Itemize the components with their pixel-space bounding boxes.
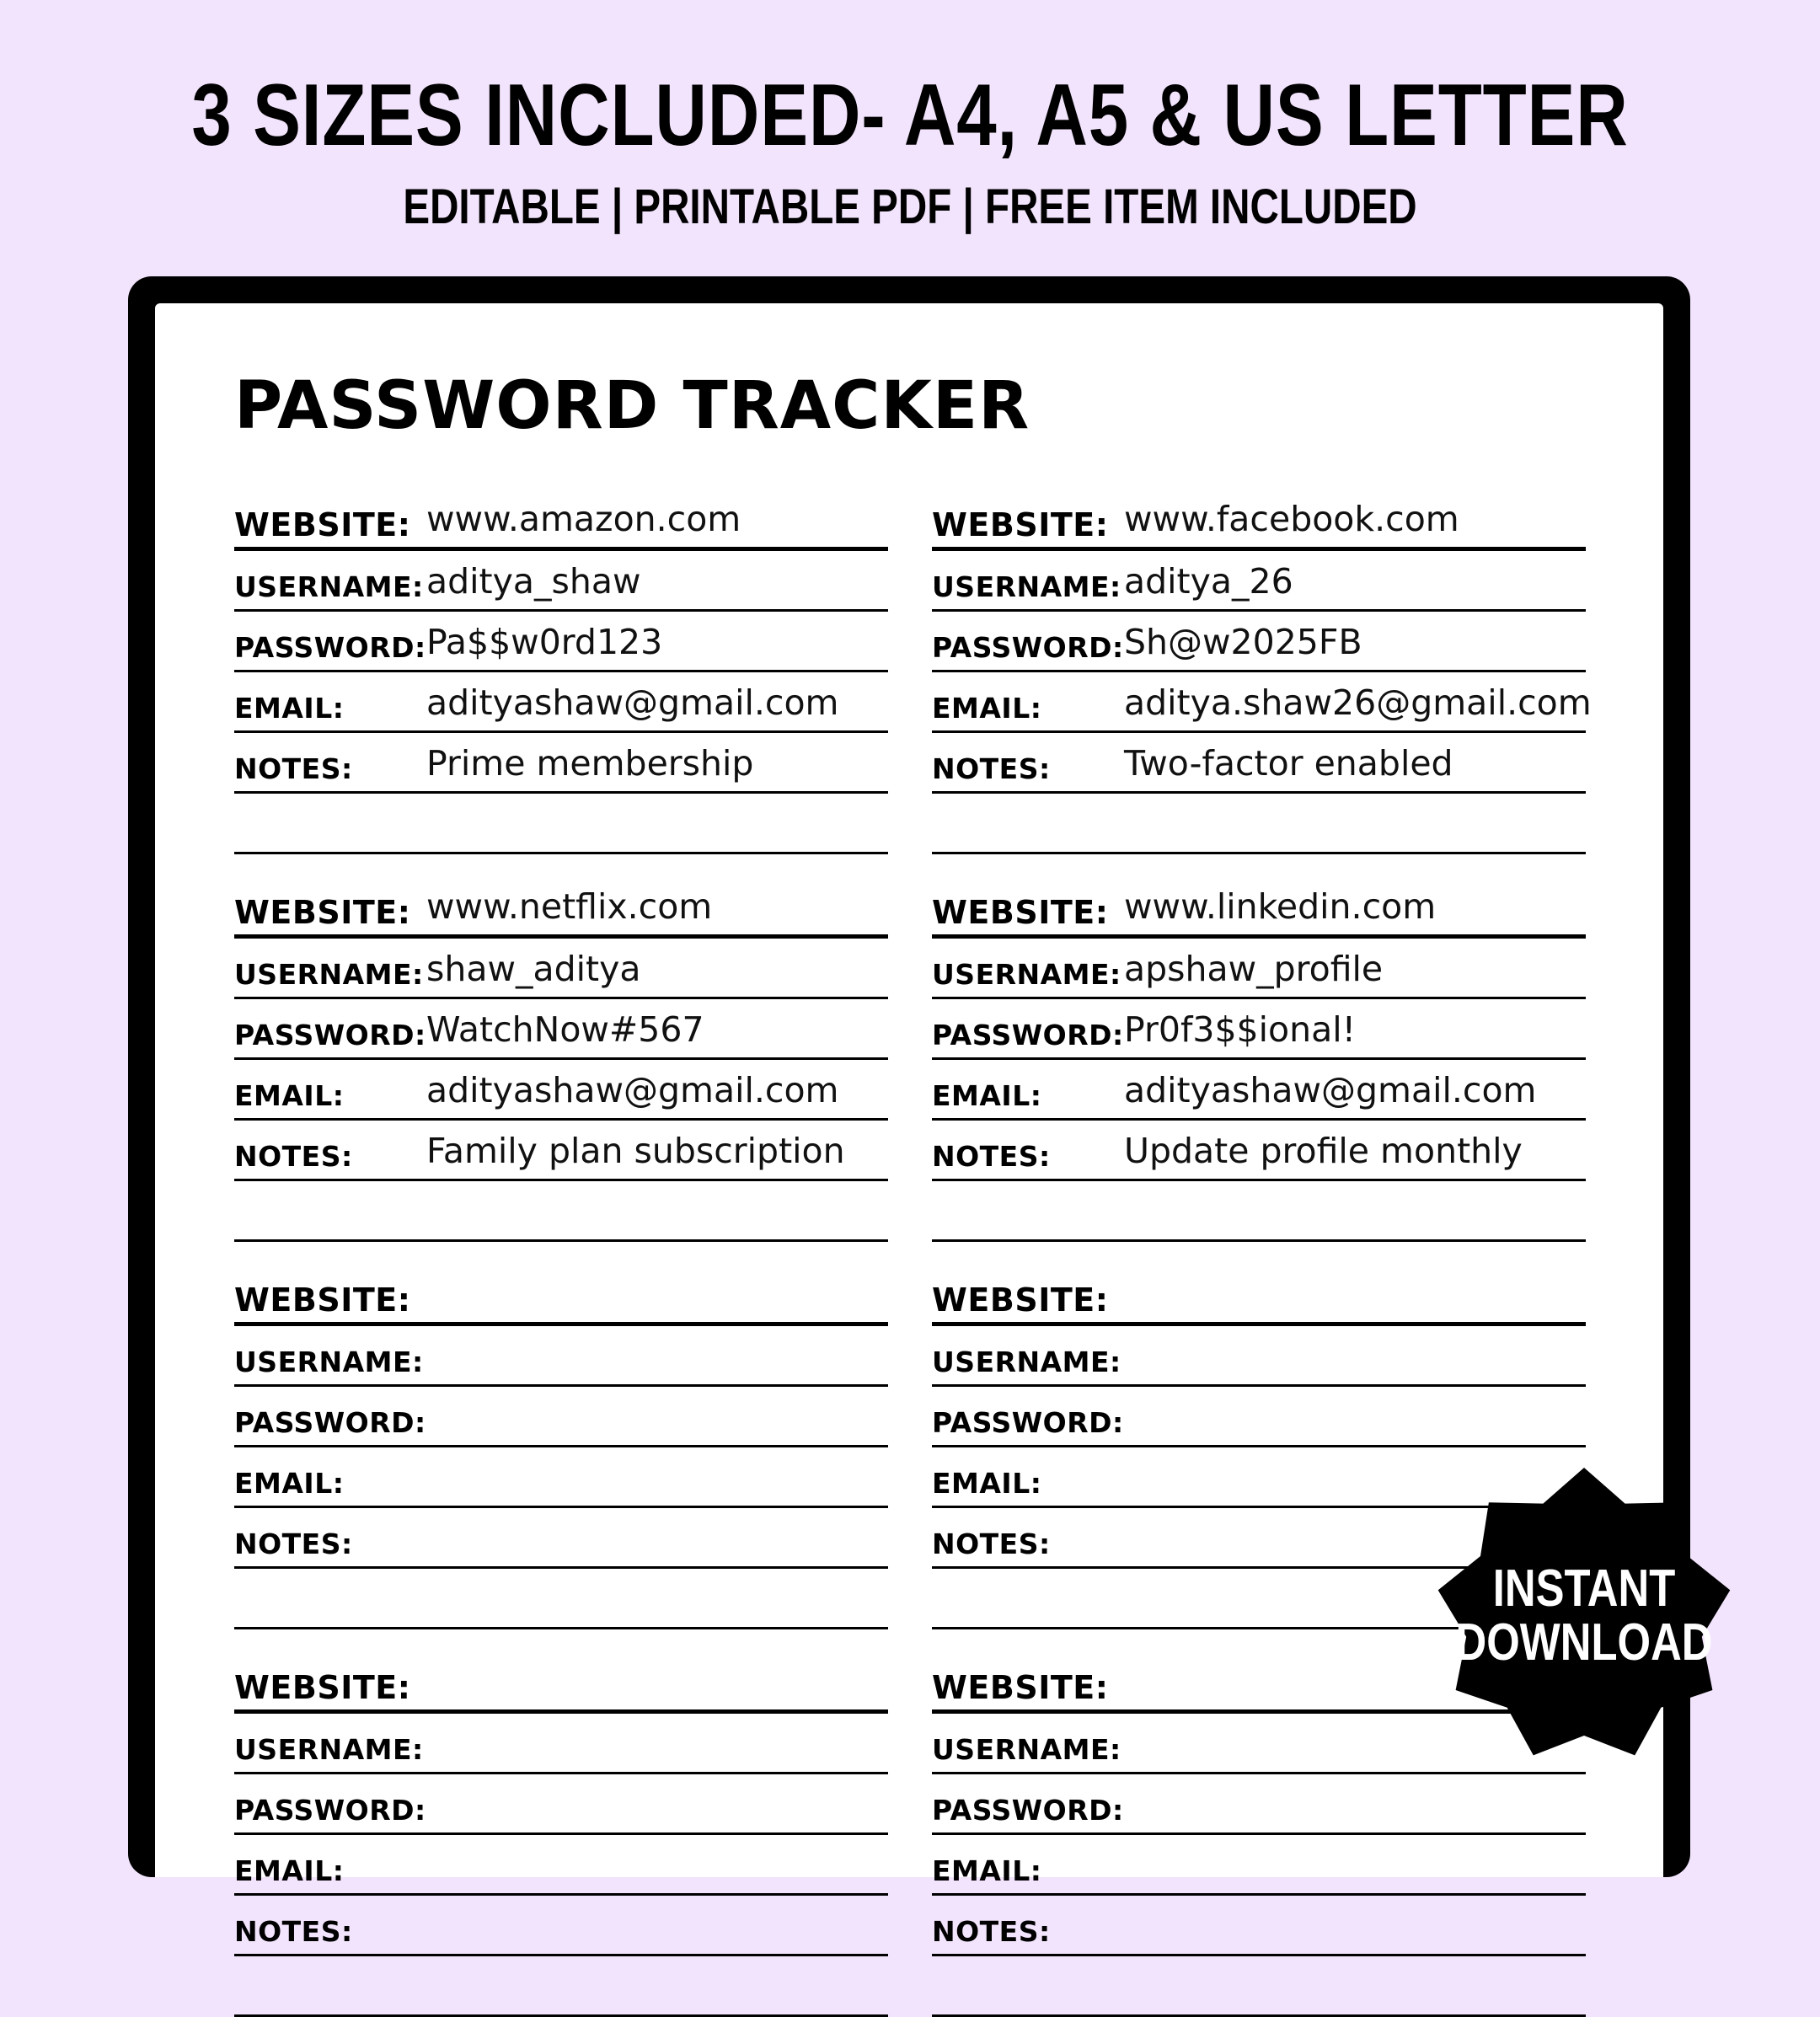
username-row[interactable]	[932, 551, 1586, 612]
subheadline: EDITABLE | PRINTABLE PDF | FREE ITEM INCLUDED	[403, 179, 1417, 234]
password-value[interactable]: Pr0f3$$ional!	[1124, 1009, 1357, 1050]
email-label: EMAIL:	[932, 1079, 1042, 1112]
notes-row[interactable]	[234, 733, 888, 794]
username-label: USERNAME:	[234, 570, 424, 603]
page-title: PASSWORD TRACKER	[234, 368, 1030, 444]
badge-line-1: INSTANT	[1492, 1560, 1676, 1618]
username-row[interactable]	[932, 939, 1586, 999]
password-label: PASSWORD:	[234, 1406, 426, 1439]
password-row[interactable]	[932, 1774, 1586, 1835]
password-row[interactable]	[932, 999, 1586, 1060]
email-label: EMAIL:	[234, 1854, 345, 1887]
password-entry	[932, 878, 1586, 1242]
notes-label: NOTES:	[932, 1915, 1051, 1948]
password-entry	[234, 1653, 888, 2017]
username-value[interactable]: aditya_26	[1124, 561, 1293, 602]
notes-value[interactable]: Update profile monthly	[1124, 1131, 1523, 1171]
username-value[interactable]: apshaw_profile	[1124, 949, 1384, 989]
notes-label: NOTES:	[932, 752, 1051, 785]
instant-download-badge	[1432, 1464, 1736, 1768]
password-entry	[234, 1265, 888, 1629]
notes-label: NOTES:	[932, 1527, 1051, 1560]
website-value[interactable]: www.linkedin.com	[1124, 886, 1437, 927]
notes-row[interactable]	[932, 1896, 1586, 1956]
notes-extra-line[interactable]	[234, 1956, 888, 2017]
username-row[interactable]	[234, 939, 888, 999]
website-value[interactable]: www.amazon.com	[426, 499, 741, 539]
password-label: PASSWORD:	[932, 1019, 1124, 1051]
password-label: PASSWORD:	[932, 1406, 1124, 1439]
password-entry	[234, 878, 888, 1242]
password-label: PASSWORD:	[932, 1794, 1124, 1827]
username-row[interactable]	[932, 1326, 1586, 1387]
password-row[interactable]	[932, 612, 1586, 672]
email-label: EMAIL:	[932, 1467, 1042, 1500]
password-row[interactable]	[234, 612, 888, 672]
notes-label: NOTES:	[234, 752, 353, 785]
password-row[interactable]	[234, 1387, 888, 1447]
website-row[interactable]	[932, 878, 1586, 939]
notes-extra-line[interactable]	[932, 1181, 1586, 1242]
username-row[interactable]	[234, 1714, 888, 1774]
username-label: USERNAME:	[932, 1346, 1121, 1378]
email-label: EMAIL:	[932, 1854, 1042, 1887]
website-label: WEBSITE:	[932, 1669, 1109, 1706]
password-entry	[932, 490, 1592, 854]
email-row[interactable]	[932, 672, 1592, 733]
notes-label: NOTES:	[234, 1527, 353, 1560]
username-row[interactable]	[234, 1326, 888, 1387]
website-label: WEBSITE:	[234, 506, 411, 543]
password-label: PASSWORD:	[932, 631, 1124, 664]
email-label: EMAIL:	[234, 1467, 345, 1500]
website-label: WEBSITE:	[234, 1281, 411, 1319]
password-value[interactable]: Pa$$w0rd123	[426, 622, 663, 662]
notes-extra-line[interactable]	[234, 794, 888, 854]
password-label: PASSWORD:	[234, 1019, 426, 1051]
email-label: EMAIL:	[932, 692, 1042, 725]
email-row[interactable]	[234, 1835, 888, 1896]
notes-value[interactable]: Prime membership	[426, 743, 754, 784]
password-value[interactable]: Sh@w2025FB	[1124, 622, 1362, 662]
email-row[interactable]	[234, 672, 888, 733]
notes-extra-line[interactable]	[932, 1956, 1586, 2017]
password-row[interactable]	[932, 1387, 1586, 1447]
password-value[interactable]: WatchNow#567	[426, 1009, 704, 1050]
notes-extra-line[interactable]	[932, 794, 1586, 854]
username-label: USERNAME:	[234, 1346, 424, 1378]
notes-label: NOTES:	[234, 1140, 353, 1173]
website-label: WEBSITE:	[932, 894, 1109, 931]
password-row[interactable]	[234, 999, 888, 1060]
notes-extra-line[interactable]	[234, 1569, 888, 1629]
notes-row[interactable]	[234, 1508, 888, 1569]
email-value[interactable]: aditya.shaw26@gmail.com	[1124, 682, 1592, 723]
website-row[interactable]	[234, 878, 888, 939]
email-row[interactable]	[234, 1447, 888, 1508]
email-row[interactable]	[234, 1060, 888, 1121]
email-row[interactable]	[932, 1060, 1586, 1121]
notes-label: NOTES:	[932, 1140, 1051, 1173]
headline: 3 SIZES INCLUDED- A4, A5 & US LETTER	[191, 67, 1629, 164]
username-label: USERNAME:	[932, 958, 1121, 991]
password-row[interactable]	[234, 1774, 888, 1835]
email-value[interactable]: adityashaw@gmail.com	[426, 1070, 839, 1110]
website-label: WEBSITE:	[932, 1281, 1109, 1319]
email-value[interactable]: adityashaw@gmail.com	[1124, 1070, 1537, 1110]
password-label: PASSWORD:	[234, 631, 426, 664]
username-value[interactable]: shaw_aditya	[426, 949, 641, 989]
notes-value[interactable]: Family plan subscription	[426, 1131, 845, 1171]
username-label: USERNAME:	[234, 1733, 424, 1766]
notes-extra-line[interactable]	[234, 1181, 888, 1242]
website-value[interactable]: www.facebook.com	[1124, 499, 1459, 539]
notes-row[interactable]	[234, 1896, 888, 1956]
notes-row[interactable]	[234, 1121, 888, 1181]
username-label: USERNAME:	[234, 958, 424, 991]
website-label: WEBSITE:	[234, 894, 411, 931]
notes-label: NOTES:	[234, 1915, 353, 1948]
password-entry	[234, 490, 888, 854]
website-value[interactable]: www.netflix.com	[426, 886, 713, 927]
username-label: USERNAME:	[932, 570, 1121, 603]
website-row[interactable]	[234, 490, 888, 551]
password-label: PASSWORD:	[234, 1794, 426, 1827]
email-label: EMAIL:	[234, 692, 345, 725]
username-value[interactable]: aditya_shaw	[426, 561, 641, 602]
notes-value[interactable]: Two-factor enabled	[1124, 743, 1453, 784]
website-row[interactable]	[234, 1653, 888, 1714]
badge-text	[1455, 1464, 1713, 1768]
notes-row[interactable]	[932, 1121, 1586, 1181]
badge-line-2: DOWNLOAD	[1455, 1613, 1713, 1672]
website-row[interactable]	[234, 1265, 888, 1326]
website-row[interactable]	[932, 1265, 1586, 1326]
notes-row[interactable]	[932, 733, 1586, 794]
email-label: EMAIL:	[234, 1079, 345, 1112]
email-value[interactable]: adityashaw@gmail.com	[426, 682, 839, 723]
website-label: WEBSITE:	[932, 506, 1109, 543]
website-row[interactable]	[932, 490, 1586, 551]
email-row[interactable]	[932, 1835, 1586, 1896]
username-row[interactable]	[234, 551, 888, 612]
website-label: WEBSITE:	[234, 1669, 411, 1706]
username-label: USERNAME:	[932, 1733, 1121, 1766]
